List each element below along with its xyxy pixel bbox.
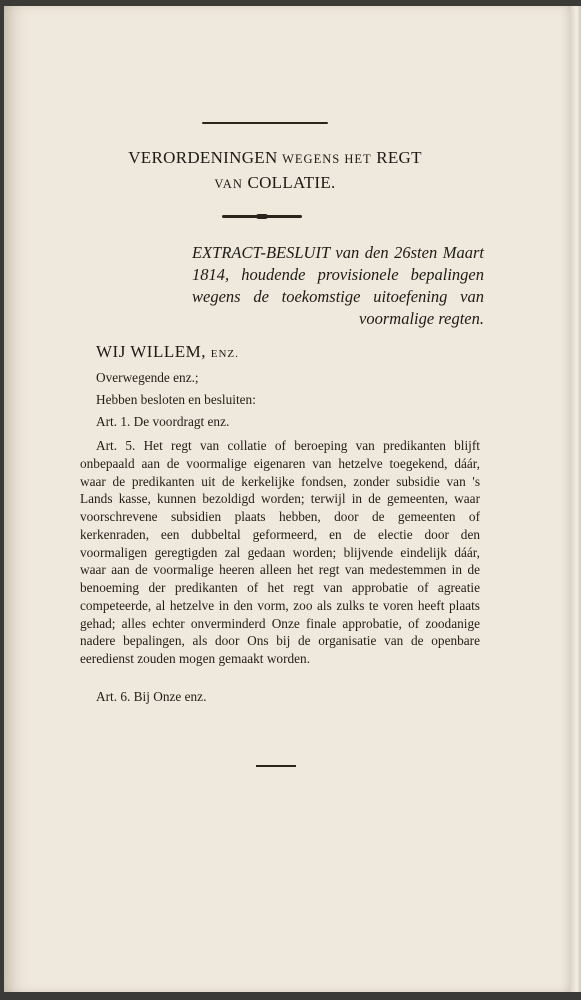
middle-ornament-rule bbox=[222, 215, 302, 218]
title-small-caps-2: VAN bbox=[214, 177, 243, 191]
article-5-paragraph: Art. 5. Het regt van collatie of beroeping van predikanten blijft onbepaald aan de voormalige eigenaren van hetzelve toegekend, dáár, waar de predikanten uit de kerkelijke fondsen, zonder subsidie van 's Lands kasse, kunnen bezoldigd worden; terwijl in de gemeenten, waar voorschrevene subsidien plaats hebben, door de gemeenten of kerkenraden, een dubbeltal geformeerd, en de electie door den voormaligen geregtigden zal gedaan worden; blijvende eindelijk dáár, waar aan de voormalige heeren alleen het regt van medestemmen in de benoeming der predikanten of het regt van approbatie of agreatie competeerde, al hetzelve in den vorm, zoo als zulks te voren heeft plaats gehad; alles echter onverminderd Onze finale approbatie, of zoodanige nadere bepalingen, als door Ons bij de organisatie van de openbare eeredienst zouden mogen gemaakt worden. bbox=[80, 438, 480, 666]
opening-enz: ENZ. bbox=[210, 348, 239, 360]
title-word-verordeningen: VERORDENINGEN bbox=[128, 148, 278, 167]
line-hebben-besloten: Hebben besloten en besluiten: bbox=[96, 392, 256, 407]
opening-wij-willem bbox=[96, 342, 239, 362]
line-art-1: Art. 1. De voordragt enz. bbox=[96, 414, 230, 429]
title-word-collatie: COLLATIE. bbox=[247, 173, 336, 192]
opening-name: WIJ WILLEM, bbox=[96, 342, 206, 361]
extract-heading: EXTRACT-BESLUIT van den 26sten Maart 1814, houdende provisionele bepalingen wegens de toekomstige uitoefening van voormalige regten. bbox=[192, 243, 484, 328]
title-word-regt: REGT bbox=[376, 148, 422, 167]
line-art-6: Art. 6. Bij Onze enz. bbox=[96, 689, 207, 704]
title-small-caps-1: WEGENS HET bbox=[282, 152, 372, 166]
page-title bbox=[110, 146, 440, 196]
line-overwegende: Overwegende enz.; bbox=[96, 370, 199, 385]
closing-rule bbox=[256, 765, 296, 767]
page-edge bbox=[570, 6, 581, 992]
top-ornament-rule bbox=[202, 122, 328, 124]
